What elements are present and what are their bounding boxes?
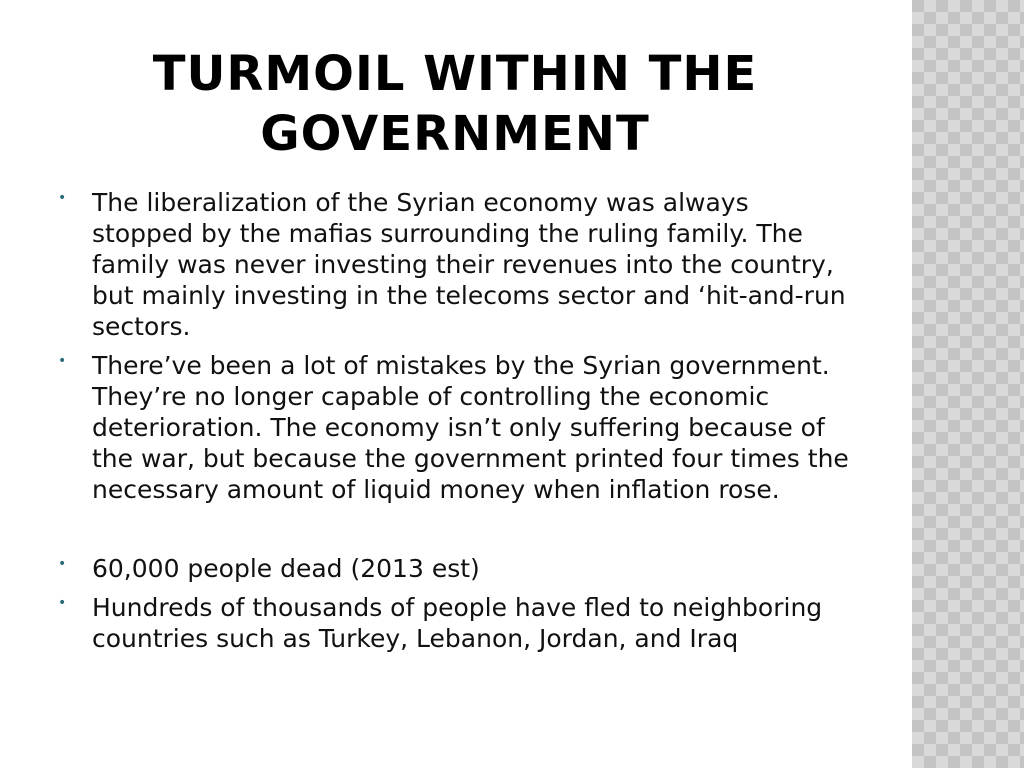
bullet-text: Hundreds of thousands of people have fled to neighboring countries such as Turkey, Lebanon, Jordan, and Iraq [92, 593, 823, 653]
bullet-icon: • [58, 353, 67, 369]
bullet-item [56, 187, 856, 342]
slide-title: TURMOIL WITHIN THE GOVERNMENT [152, 46, 758, 162]
bullet-item [56, 553, 856, 584]
bullet-text: 60,000 people dead (2013 est) [92, 554, 480, 583]
bullet-list [56, 187, 856, 662]
bullet-item [56, 350, 856, 505]
bullet-icon: • [58, 190, 67, 206]
bullet-text: The liberalization of the Syrian economy was always stopped by the mafias surrounding the ruling family. The family was never investing their revenues into the country, but mainly investing in the telecoms sector and ‘hit-and-run sectors. [92, 188, 846, 341]
bullet-text: There’ve been a lot of mistakes by the Syrian government. They’re no longer capable of controlling the economic deterioration. The economy isn’t only suffering because of the war, but because the government printed four times the necessary amount of liquid money when inflation rose. [92, 351, 849, 504]
bullet-icon: • [58, 595, 67, 611]
spacer [56, 513, 856, 553]
bullet-item [56, 592, 856, 654]
bullet-icon: • [58, 556, 67, 572]
decorative-side-panel [912, 0, 1024, 768]
